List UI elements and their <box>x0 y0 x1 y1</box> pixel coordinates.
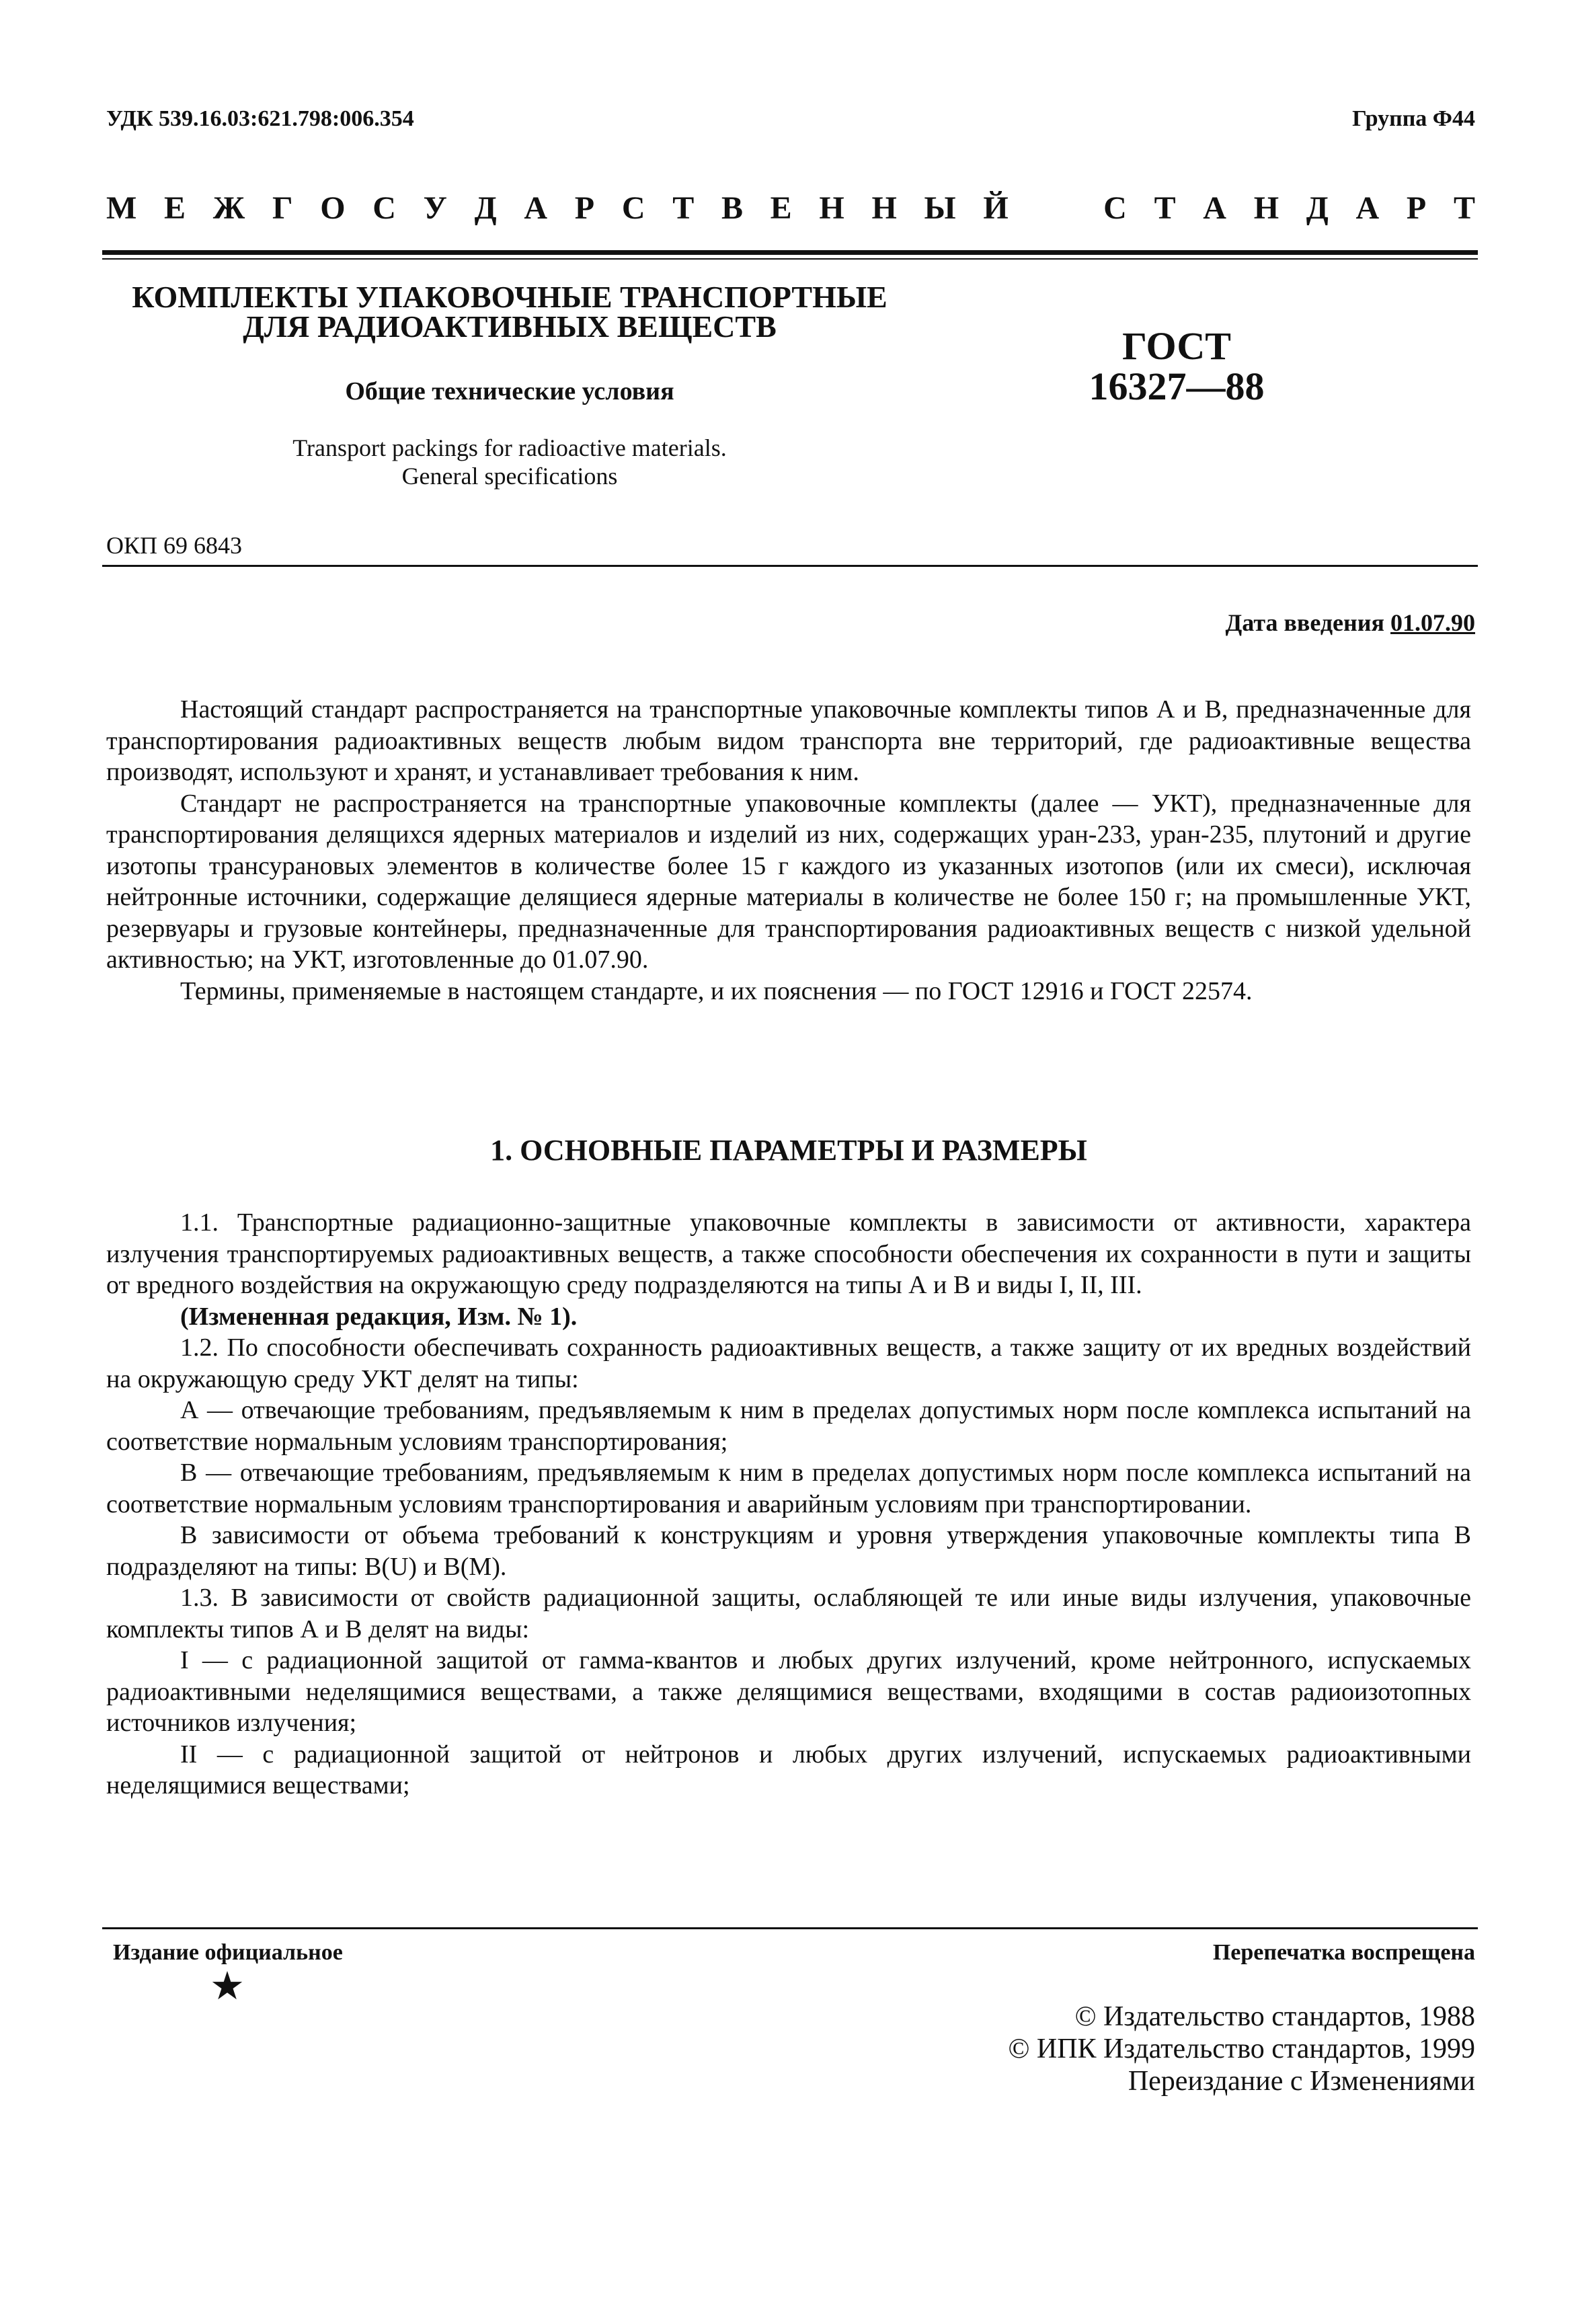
heading-word-gap <box>1035 190 1076 227</box>
heading-letter: О <box>320 190 346 226</box>
heading-letter: С <box>1103 190 1127 226</box>
heading-letter: Г <box>272 190 293 226</box>
document-subtitle: Общие технические условия <box>345 377 674 405</box>
date-value: 01.07.90 <box>1390 609 1475 636</box>
heading-letter: В <box>721 190 743 226</box>
clause-1-3: 1.3. В зависимости от свойств радиационной защиты, ослабляющей те или иные виды излучения, упаковочные комплекты типов А и В делят на виды: <box>106 1584 1471 1643</box>
heading-letter: А <box>1355 190 1380 226</box>
gost-number: 16327—88 <box>1089 364 1265 408</box>
intro-paragraph-exclusions: Стандарт не распространяется на транспортные упаковочные комплекты (далее — УКТ), предназначенные для транспортирования делящихся ядерных материалов и изделий из них, содержащих уран-233, уран-235, плутоний и другие изотопы трансурановых элементов в количестве более 15 г каждого из указанных изотопов (или их смеси), исключая нейтронные источники, содержащие делящиеся ядерные материалы в количестве не более 150 г; на промышленные УКТ, резервуары и грузовые контейнеры, предназначенные для транспортирования радиоактивных веществ с низкой удельной активностью; на УКТ, изготовленные до 01.07.90. <box>106 789 1471 974</box>
copyright-line-2: © ИПК Издательство стандартов, 1999 <box>1008 2034 1475 2064</box>
intro-paragraph-scope: Настоящий стандарт распространяется на транспортные упаковочные комплекты типов А и В, предназначенные для транспортирования радиоактивных веществ любым видом транспорта вне территорий, где радиоактивные вещества производят, используют и хранят, и устанавливает требования к ним. <box>106 695 1471 786</box>
clause-1-1: 1.1. Транспортные радиационно-защитные упаковочные комплекты в зависимости от активности, характера излучения транспортируемых радиоактивных веществ, а также способности обеспечения их сохранности в пути и защиты от вредного воздействия на окружающую среду подразделяются на типы А и В и виды I, II, III. <box>106 1208 1471 1299</box>
heading-letter: М <box>106 190 137 226</box>
clause-1-2-type-a: А — отвечающие требованиям, предъявляемым к ним в пределах допустимых норм после комплекса испытаний на соответствие нормальным условиям транспортирования; <box>106 1396 1471 1456</box>
title-rule <box>102 565 1478 567</box>
heading-letter: Ы <box>924 190 956 226</box>
gost-label: ГОСТ <box>1122 324 1231 368</box>
reissue-note: Переиздание с Изменениями <box>1128 2066 1475 2097</box>
header-rule-thin <box>102 258 1478 260</box>
english-title-line-2: General specifications <box>401 463 618 490</box>
heading-letter: Н <box>871 190 897 226</box>
heading-letter: Ж <box>212 190 245 226</box>
official-edition-label: Издание официальное <box>113 1940 343 1965</box>
heading-letter: Т <box>672 190 695 226</box>
gost-designation <box>1022 326 1331 407</box>
date-label: Дата введения <box>1225 609 1384 636</box>
title-line-1: КОМПЛЕКТЫ УПАКОВОЧНЫЕ ТРАНСПОРТНЫЕ <box>132 280 888 314</box>
english-title <box>106 434 913 490</box>
section-1-title: 1. ОСНОВНЫЕ ПАРАМЕТРЫ И РАЗМЕРЫ <box>490 1134 1087 1167</box>
copyright-line-1: © Издательство стандартов, 1988 <box>1074 2001 1475 2032</box>
intro-text <box>106 694 1471 1007</box>
heading-letter: Е <box>164 190 186 226</box>
clause-1-2-type-b: В — отвечающие требованиям, предъявляемым к ним в пределах допустимых норм после комплекса испытаний на соответствие нормальным условиям транспортирования и аварийным условиям при транспортировании. <box>106 1459 1471 1518</box>
clause-1-2-subtypes: В зависимости от объема требований к конструкциям и уровня утверждения упаковочные комплекты типа В подразделяют на типы: В(U) и В(М). <box>106 1521 1471 1581</box>
introduction-date <box>1226 609 1476 637</box>
heading-letter: Р <box>1406 190 1427 226</box>
intro-paragraph-terms: Термины, применяемые в настоящем стандарте, и их пояснения — по ГОСТ 12916 и ГОСТ 22574. <box>180 976 1253 1005</box>
clause-1-2: 1.2. По способности обеспечивать сохранность радиоактивных веществ, а также защиту от их вредных воздействий на окружающую среду УКТ делят на типы: <box>106 1333 1471 1393</box>
title-line-2: ДЛЯ РАДИОАКТИВНЫХ ВЕЩЕСТВ <box>243 309 777 344</box>
heading-letter: С <box>372 190 396 226</box>
udk-code: УДК 539.16.03:621.798:006.354 <box>106 106 414 131</box>
okp-code: ОКП 69 6843 <box>106 532 243 559</box>
heading-letter: А <box>524 190 548 226</box>
heading-letter: Н <box>819 190 844 226</box>
heading-letter: Т <box>1453 190 1475 226</box>
heading-letter: Н <box>1253 190 1279 226</box>
star-icon: ★ <box>210 1964 245 2008</box>
heading-letter: Д <box>474 190 497 226</box>
heading-letter: С <box>621 190 645 226</box>
interstate-standard-heading <box>106 190 1475 227</box>
change-note: (Измененная редакция, Изм. № 1). <box>180 1302 578 1331</box>
header-rule-thick <box>102 250 1478 255</box>
copyright-block <box>1008 2001 1475 2097</box>
heading-letter: Д <box>1306 190 1329 226</box>
heading-letter: А <box>1203 190 1226 226</box>
clause-1-3-kind-ii: II — с радиационной защитой от нейтронов и любых других излучений, испускаемых радиоактивными неделящимися веществами; <box>106 1740 1471 1799</box>
section-1-body <box>106 1207 1471 1802</box>
document-title <box>106 282 913 342</box>
heading-letter: У <box>423 190 447 226</box>
heading-letter: Е <box>770 190 792 226</box>
heading-letter: Т <box>1154 190 1176 226</box>
heading-letter: Р <box>574 190 595 226</box>
reprint-prohibited-label: Перепечатка воспрещена <box>1212 1940 1475 1965</box>
heading-letter: Й <box>983 190 1009 226</box>
english-title-line-1: Transport packings for radioactive materials. <box>292 434 727 461</box>
clause-1-3-kind-i: I — с радиационной защитой от гамма-квантов и любых других излучений, кроме нейтронного, испускаемых радиоактивными неделящимися веществами, а также делящимися веществами, входящими в состав радиоизотопных источников излучения; <box>106 1646 1471 1737</box>
footer-rule <box>102 1927 1478 1929</box>
group-code: Группа Ф44 <box>1352 106 1475 131</box>
